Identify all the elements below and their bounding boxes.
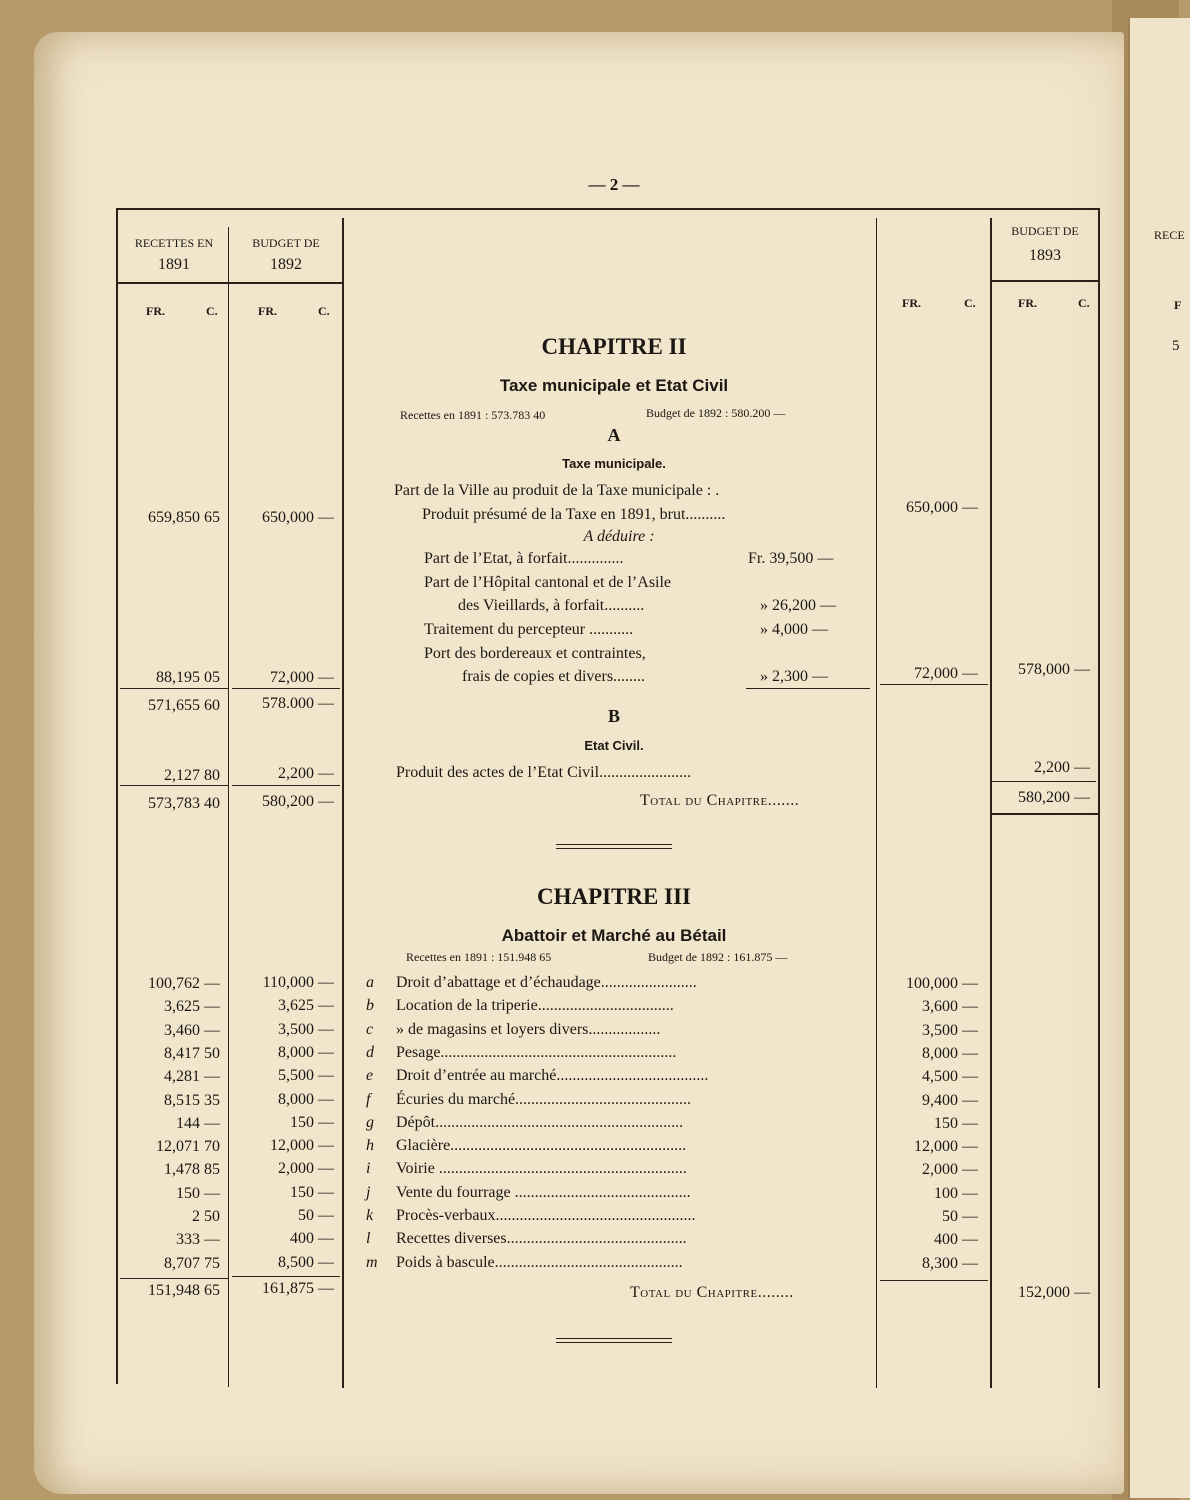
item-letter: h <box>366 1137 374 1154</box>
item-r1891: 144 — <box>176 1115 220 1132</box>
item-letter: e <box>366 1067 374 1084</box>
header-budget-1892: BUDGET DE <box>252 236 320 250</box>
item-b1892: 12,000 — <box>270 1137 334 1154</box>
item-r1891: 100,762 — <box>148 975 220 992</box>
ch3-b1892-total-rule <box>232 1276 340 1277</box>
section-b-title: Etat Civil. <box>584 738 644 753</box>
item-col3: 8,300 — <box>922 1255 978 1272</box>
next-page-fr: F <box>1174 298 1182 312</box>
ded-sum-rule <box>746 688 870 689</box>
item-label: Glacière........................................................... <box>396 1137 687 1154</box>
item-r1891: 12,071 70 <box>156 1138 220 1155</box>
item-letter: l <box>366 1230 371 1247</box>
fr-label-4: FR. <box>1018 296 1037 310</box>
item-col3: 400 — <box>934 1231 978 1248</box>
item-letter: k <box>366 1207 374 1224</box>
ded-b1892: 72,000 — <box>270 669 334 686</box>
col-rule-6 <box>1098 208 1100 1388</box>
actes-r1891: 2,127 80 <box>164 767 220 784</box>
chapter3-total-b1892: 161,875 — <box>262 1280 334 1297</box>
fr-label-1: FR. <box>146 304 165 318</box>
section-b-letter: B <box>607 706 620 726</box>
chapter3-total-r1891: 151,948 65 <box>148 1282 220 1299</box>
b1893-total-rule <box>992 781 1096 782</box>
item-letter: m <box>366 1254 378 1271</box>
ded4-label-b: frais de copies et divers........ <box>462 668 646 685</box>
header-budget-1892-year: 1892 <box>270 256 302 273</box>
fr-label-2: FR. <box>258 304 277 318</box>
item-label: Poids à bascule............................................... <box>396 1254 683 1271</box>
item-b1892: 5,500 — <box>278 1067 334 1084</box>
ded3-label: Traitement du percepteur ........... <box>424 621 634 638</box>
item-col3: 3,600 — <box>922 998 978 1015</box>
item-col3: 12,000 — <box>914 1138 978 1155</box>
header-rule-right <box>992 280 1098 282</box>
r1891-subtotal-rule <box>120 688 228 689</box>
item-r1891: 3,625 — <box>164 998 220 1015</box>
c-label-4: C. <box>1078 296 1090 310</box>
taxe-brut-b1892: 650,000 — <box>262 509 334 526</box>
document-page <box>34 32 1124 1494</box>
item-letter: j <box>366 1184 371 1201</box>
ded2-label-a: Part de l’Hôpital cantonal et de l’Asile <box>424 574 672 591</box>
col3-subtotal-rule <box>880 684 988 685</box>
item-label: Vente du fourrage ............................................ <box>396 1184 691 1201</box>
chapter2-total-b1893: 580,200 — <box>1018 789 1090 806</box>
chapter3-subtitle: Abattoir et Marché au Bétail <box>501 926 727 945</box>
item-col3: 2,000 — <box>922 1161 978 1178</box>
item-b1892: 150 — <box>290 1114 334 1131</box>
taxe-brut-r1891: 659,850 65 <box>148 509 220 526</box>
ch3-r1891-total-rule <box>120 1278 228 1279</box>
chapter3-total-label: Total du Chapitre........ <box>630 1284 794 1301</box>
ded1-value: Fr. 39,500 — <box>748 550 834 567</box>
item-r1891: 8,417 50 <box>164 1045 220 1062</box>
col-rule-2 <box>228 227 229 1387</box>
table-top-rule <box>116 208 1100 210</box>
item-r1891: 3,460 — <box>164 1022 220 1039</box>
item-label: Dépôt.............................................................. <box>396 1114 684 1131</box>
item-col3: 150 — <box>934 1115 978 1132</box>
item-r1891: 8,707 75 <box>164 1255 220 1272</box>
actes-label: Produit des actes de l’Etat Civil....................... <box>396 764 692 781</box>
chapter3-total-b1893: 152,000 — <box>1018 1284 1090 1301</box>
separator-2b <box>556 1342 672 1343</box>
taxe-brut-label: Produit présumé de la Taxe en 1891, brut.......... <box>422 506 726 523</box>
ded2-value: » 26,200 — <box>760 597 836 614</box>
item-col3: 100 — <box>934 1185 978 1202</box>
subtotal-b1892: 578.000 — <box>262 695 334 712</box>
b1892-total-rule <box>232 785 340 786</box>
item-letter: f <box>366 1091 371 1108</box>
ch3-col3-total-rule <box>880 1280 988 1281</box>
item-label: Procès-verbaux.................................................. <box>396 1207 696 1224</box>
item-b1892: 50 — <box>298 1207 334 1224</box>
fr-label-3: FR. <box>902 296 921 310</box>
item-b1892: 8,500 — <box>278 1254 334 1271</box>
ded1-label: Part de l’Etat, à forfait.............. <box>424 550 624 567</box>
item-label: Pesage........................................................... <box>396 1044 677 1061</box>
b1892-subtotal-rule <box>232 688 340 689</box>
item-label: Voirie .............................................................. <box>396 1160 687 1177</box>
chapter2-total-label: Total du Chapitre....... <box>640 792 800 809</box>
item-b1892: 8,000 — <box>278 1091 334 1108</box>
separator-1b <box>556 848 672 849</box>
item-letter: b <box>366 997 374 1014</box>
col-rule-4 <box>876 218 877 1388</box>
page-number: — 2 — <box>588 175 640 194</box>
ded-r1891: 88,195 05 <box>156 669 220 686</box>
b1893-chapter2-underline <box>992 813 1098 815</box>
ded3-value: » 4,000 — <box>760 621 828 638</box>
r1891-total-rule <box>120 785 228 786</box>
col-rule-3 <box>342 218 344 1388</box>
item-label: Droit d’abattage et d’échaudage........................ <box>396 974 697 991</box>
chapter2-summary-budget: Budget de 1892 : 580.200 — <box>646 406 786 420</box>
header-recettes-year: 1891 <box>158 256 190 273</box>
next-page-value: 5 <box>1172 338 1180 354</box>
section-a-title: Taxe municipale. <box>562 456 666 471</box>
chapter2-total-r1891: 573,783 40 <box>148 795 220 812</box>
chapter2-summary-recettes: Recettes en 1891 : 573.783 40 <box>400 408 546 422</box>
chapter3-title: CHAPITRE III <box>536 884 691 909</box>
actes-b1893: 2,200 — <box>1034 759 1090 776</box>
c-label-3: C. <box>964 296 976 310</box>
item-label: Écuries du marché............................................ <box>396 1091 692 1108</box>
header-budget-1893-year: 1893 <box>1029 247 1061 264</box>
a-deduire: A déduire : <box>583 528 655 545</box>
item-r1891: 333 — <box>176 1231 220 1248</box>
c-label-1: C. <box>206 304 218 318</box>
item-label: » de magasins et loyers divers.................. <box>396 1021 661 1038</box>
item-col3: 50 — <box>942 1208 978 1225</box>
item-b1892: 8,000 — <box>278 1044 334 1061</box>
item-letter: a <box>366 974 374 991</box>
item-r1891: 2 50 <box>192 1208 220 1225</box>
c-label-2: C. <box>318 304 330 318</box>
chapter2-total-b1892: 580,200 — <box>262 793 334 810</box>
item-col3: 9,400 — <box>922 1092 978 1109</box>
item-label: Droit d’entrée au marché...................................... <box>396 1067 709 1084</box>
ded4-value: » 2,300 — <box>760 668 828 685</box>
item-label: Recettes diverses............................................. <box>396 1230 687 1247</box>
item-col3: 3,500 — <box>922 1022 978 1039</box>
item-r1891: 1,478 85 <box>164 1161 220 1178</box>
item-letter: c <box>366 1021 374 1038</box>
header-rule-left <box>116 282 344 284</box>
item-b1892: 110,000 — <box>262 974 334 991</box>
chapter3-summary-budget: Budget de 1892 : 161.875 — <box>648 950 788 964</box>
separator-1a <box>556 844 672 845</box>
item-b1892: 2,000 — <box>278 1160 334 1177</box>
ded-col3: 72,000 — <box>914 665 978 682</box>
taxe-intro: Part de la Ville au produit de la Taxe municipale : . <box>394 482 720 499</box>
item-letter: i <box>366 1160 371 1177</box>
item-col3: 100,000 — <box>906 975 978 992</box>
item-r1891: 150 — <box>176 1185 220 1202</box>
taxe-brut-col3: 650,000 — <box>906 499 978 516</box>
chapter2-title: CHAPITRE II <box>541 334 687 359</box>
item-r1891: 4,281 — <box>164 1068 220 1085</box>
next-page-header: RECE <box>1154 228 1185 242</box>
item-r1891: 8,515 35 <box>164 1092 220 1109</box>
item-letter: g <box>366 1114 374 1131</box>
actes-b1892: 2,200 — <box>278 765 334 782</box>
chapter3-summary-recettes: Recettes en 1891 : 151.948 65 <box>406 950 552 964</box>
item-b1892: 3,500 — <box>278 1021 334 1038</box>
ded4-label-a: Port des bordereaux et contraintes, <box>424 645 646 662</box>
item-col3: 4,500 — <box>922 1068 978 1085</box>
section-a-letter: A <box>607 425 621 445</box>
chapter2-subtitle: Taxe municipale et Etat Civil <box>499 376 729 395</box>
item-b1892: 400 — <box>290 1230 334 1247</box>
item-col3: 8,000 — <box>922 1045 978 1062</box>
header-recettes: RECETTES EN <box>134 236 214 250</box>
col-rule-1 <box>116 208 118 1384</box>
next-page-edge <box>1128 18 1190 1498</box>
item-label: Location de la triperie.................................. <box>396 997 674 1014</box>
header-budget-1893: BUDGET DE <box>1011 224 1079 238</box>
item-b1892: 150 — <box>290 1184 334 1201</box>
col-rule-5 <box>990 218 992 1388</box>
ded2-label-b: des Vieillards, à forfait.......... <box>458 597 645 614</box>
net-b1893: 578,000 — <box>1018 661 1090 678</box>
item-letter: d <box>366 1044 374 1061</box>
subtotal-r1891: 571,655 60 <box>148 697 220 714</box>
separator-2a <box>556 1338 672 1339</box>
item-b1892: 3,625 — <box>278 997 334 1014</box>
